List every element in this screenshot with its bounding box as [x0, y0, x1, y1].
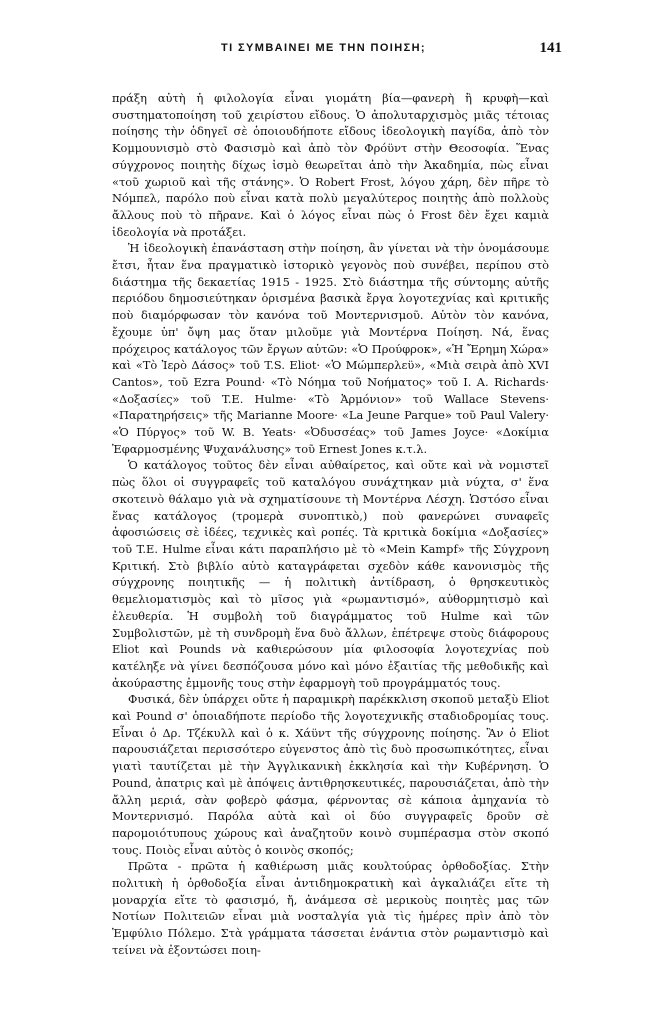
paragraph: Πρῶτα - πρῶτα ἡ καθιέρωση μιᾶς κουλτούρας ὀρθοδοξίας. Στὴν πολιτικὴ ἡ ὀρθοδοξία εἶναι ἀντιδημοκρατικὴ καὶ ἀγκαλιάζει εἴτε τὴ μοναρχία εἴτε τὸ φασισμό, ἤ, ἀνάμεσα σὲ μερικοὺς ποιητὲς μας τῶν Νοτίων Πολιτειῶν εἶναι μιὰ νοσταλγία γιὰ τὶς ἡμέρες πρὶν ἀπὸ τὸν Ἐμφύλιο Πόλεμο. Στὰ γράμματα τάσσεται ἐνάντια στὸν ρωμαντισμὸ καὶ τείνει νὰ ἐξοντώσει ποιη- [112, 859, 549, 957]
running-head: ΤΙ ΣΥΜΒΑΙΝΕΙ ΜΕ ΤΗΝ ΠΟΙΗΣΗ; [221, 42, 426, 54]
paragraph: πράξη αὐτὴ ἡ φιλολογία εἶναι γιομάτη βία—φανερὴ ἢ κρυφὴ—καὶ συστηματοποίηση τοῦ χειρίστου εἴδους. Ὁ ἀπολυταρχισμὸς μιᾶς τέτοιας ποίησης τὴν ὁδηγεῖ σὲ ὁποιουδήποτε εἴδους ἰδεολογικὴ παγίδα, ἀπὸ τὸν Κομμουνισμὸ στὸ Φασισμὸ καὶ ἀπὸ τὸν Φρόϋντ στὴν Θεοσοφία. Ἕνας σύγχρονος ποιητὴς δίχως ἰσμὸ θεωρεῖται ἀπὸ τὴν Ἀκαδημία, πὼς εἶναι «τοῦ χωριοῦ καὶ τῆς στάνης». Ὁ Robert Frost, λόγου χάρη, δὲν πῆρε τὸ Νόμπελ, παρόλο ποὺ εἶναι κατὰ πολὺ μεγαλύτερος ποιητὴς ἀπὸ πολλοὺς ἄλλους ποὺ τὸ πῆρανε. Καὶ ὁ λόγος εἶναι πὼς ὁ Frost δὲν ἔχει καμιὰ ἰδεολογία νὰ προτάξει. [112, 91, 549, 239]
page-number: 141 [539, 40, 562, 56]
body-text [112, 90, 549, 959]
paragraph: Φυσικά, δὲν ὑπάρχει οὔτε ἡ παραμικρὴ παρέκκλιση σκοποῦ μεταξὺ Eliot καὶ Pound σ' ὁποιαδήποτε περίοδο τῆς λογοτεχνικῆς σταδιοδρομίας τους. Εἶναι ὁ Δρ. Τζέκυλλ καὶ ὁ κ. Χάϋντ τῆς σύγχρονης ποίησης. Ἂν ὁ Eliot παρουσιάζεται περισσότερο εὐγενστος ἀπὸ τὶς δυὸ προσωπικότητες, εἶναι γιατὶ ταυτίζεται μὲ τὴν Ἀγγλικανικὴ ἐκκλησία καὶ τὴν Κυβέρνηση. Ὁ Pound, ἀπατρις καὶ μὲ ἀπόψεις ἀντιθρησκευτικές, παρουσιάζεται, ἀπὸ τὴν ἄλλη μεριά, σὰν φοβερὸ φάσμα, φέρνοντας σὲ κάποια ἀμηχανία τὸ Μοντερνισμό. Παρόλα αὐτὰ καὶ οἱ δύο συγγραφεῖς δροῦν σὲ παρομοιότυπους χώρους καὶ ἀναζητοῦν κοινὸ συμπέρασμα στὸν σκοπό τους. Ποιὸς εἶναι αὐτὸς ὁ κοινὸς σκοπός; [112, 692, 549, 857]
paragraph: Ἡ ἰδεολογικὴ ἐπανάσταση στὴν ποίηση, ἂν γίνεται νὰ τὴν ὀνομάσουμε ἔτσι, ἦταν ἕνα πραγματικὸ ἱστορικὸ γεγονὸς ποὺ συνέβει, περίπου στὸ διάστημα τῆς δεκαετίας 1915 - 1925. Στὸ διάστημα τῆς σύντομης αὐτῆς περιόδου δημοσιεύτηκαν ὁρισμένα βασικὰ ἔργα λογοτεχνίας καὶ κριτικῆς ποὺ διαμόρφωσαν τὸν κανόνα τοῦ Μοντερνισμοῦ. Αὐτὸν τὸν κανόνα, ἔχουμε ὑπ' ὄψη μας ὅταν μιλοῦμε γιὰ Μοντέρνα Ποίηση. Νά, ἕνας πρόχειρος κατάλογος τῶν ἔργων αὐτῶν: «Ὁ Προύφροκ», «Ἡ Ἔρημη Χώρα» καὶ «Τὸ Ἱερὸ Δάσος» τοῦ T.S. Eliot· «Ὁ Μώμπερλεϋ», «Μιὰ σειρὰ ἀπὸ XVI Cantos», τοῦ Ezra Pound· «Τὸ Νόημα τοῦ Νοήματος» τοῦ I. A. Richards· «Δοξασίες» τοῦ T.E. Hulme· «Τὸ Ἁρμόνιον» τοῦ Wallace Stevens· «Παρατηρήσεις» τῆς Marianne Moore· «La Jeune Parque» τοῦ Paul Valery· «Ὁ Πύργος» τοῦ W. B. Yeats· «Ὀδυσσέας» τοῦ James Joyce· «Δοκίμια Ἐφαρμοσμένης Ψυχανάλυσης» τοῦ Ernest Jones κ.τ.λ. [112, 241, 549, 456]
page-header [0, 38, 647, 60]
paragraph: Ὁ κατάλογος τοῦτος δὲν εἶναι αὐθαίρετος, καὶ οὔτε καὶ νὰ νομιστεῖ πὼς ὅλοι οἱ συγγραφεῖς τοῦ καταλόγου συνάχτηκαν μιὰ νύχτα, σ' ἕνα σκοτεινὸ θάλαμο γιὰ νὰ σχηματίσουνε τὴ Μοντέρνα Λέσχη. Ὡστόσο εἶναι ἕνας κατάλογος (τρομερὰ συνοπτικὸ,) ποὺ φανερώνει συναφεῖς ἀφοσιώσεις σὲ ἰδέες, τεχνικὲς καὶ ροπές. Τὰ κριτικὰ δοκίμια «Δοξασίες» τοῦ T.E. Hulme εἶναι κάτι παραπλήσιο μὲ τὸ «Mein Kampf» τῆς Σύγχρονη Κριτική. Στὸ βιβλίο αὐτὸ καταγράφεται σχεδὸν κάθε κανονισμὸς τῆς σύγχρονης ποιητικῆς — ἡ πολιτικὴ ἀντίδραση, ὁ θρησκευτικὸς θεμελιοματισμὸς καὶ τὸ μῖσος γιὰ «ρωμαντισμό», αὐθορμητισμὸ καὶ ἐλευθερία. Ἡ συμβολὴ τοῦ διαγράμματος τοῦ Hulme καὶ τῶν Συμβολιστῶν, μὲ τὴ συνδρομὴ ἕνα δυὸ ἄλλων, ἐπέτρεψε στοὺς διάφορους Eliot καὶ Pounds νὰ καθιερώσουν μία φιλοσοφία λογοτεχνίας ποὺ κατέληξε νὰ γίνει δεσπόζουσα μόνο καὶ μόνο ἐξαιτίας τῆς μεθοδικῆς καὶ ἀκούραστης ἐμμονῆς τους στὴν ἐφαρμογὴ τοῦ προγράμματός τους. [112, 458, 549, 690]
